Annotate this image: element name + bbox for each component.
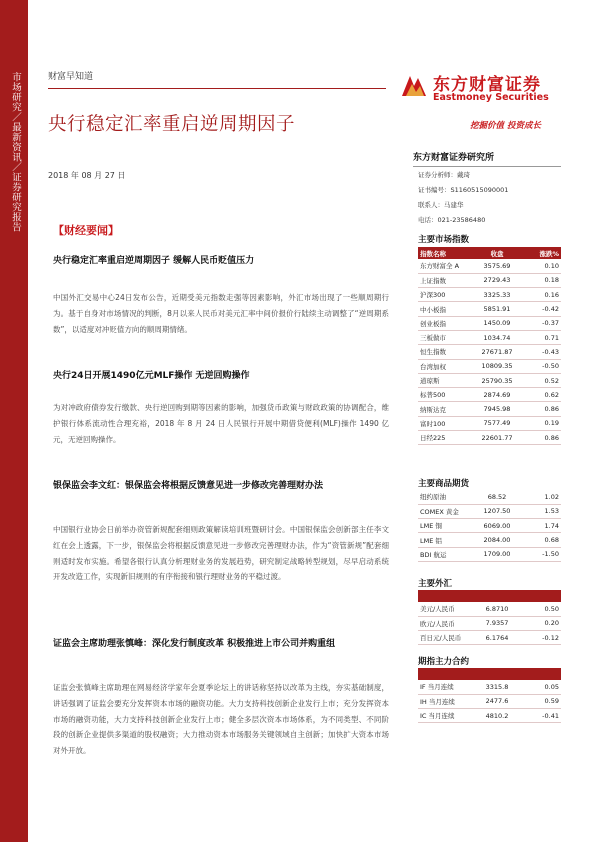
row-change: -1.50	[522, 547, 561, 561]
table-row	[418, 490, 561, 504]
report-category: 财富早知道	[48, 72, 94, 82]
row-name: 沪深300	[418, 288, 472, 302]
header-divider	[48, 88, 386, 89]
table-header-row	[418, 668, 561, 680]
table-header-row	[418, 247, 561, 259]
row-name: 东方财富全 A	[418, 259, 472, 273]
news-body: 中国外汇交易中心24日发布公告，近期受美元指数走强等因素影响，外汇市场出现了一些顺周期行为。基于自身对市场情况的判断，8月以来人民币对美元汇率中间价报价行陆续主动调整了“逆周期系数”，以适度对冲贬值方向的顺周期情绪。	[53, 293, 389, 334]
row-name: 纳斯达克	[418, 402, 472, 416]
row-value: 2477.6	[472, 694, 522, 708]
column-header: 涨跌%	[522, 247, 561, 259]
row-name: IC 当月连续	[418, 709, 472, 723]
market-index-table	[418, 247, 561, 445]
table-row	[418, 616, 561, 630]
row-value: 27671.87	[472, 345, 522, 359]
side-category-text: 市场研究／最新资讯／证券研究报告	[10, 72, 21, 232]
row-change: 1.02	[522, 490, 561, 504]
commodities-table	[418, 490, 561, 562]
table-row	[418, 302, 561, 316]
futures-title: 期指主力合约	[418, 657, 470, 667]
row-change: 0.19	[522, 416, 561, 430]
table-row	[418, 631, 561, 645]
fx-table	[418, 590, 561, 645]
logo-en: Eastmoney Securities	[433, 92, 549, 103]
row-value: 7.9357	[472, 616, 522, 630]
row-value: 1450.09	[472, 316, 522, 330]
table-row	[418, 373, 561, 387]
table-row	[418, 547, 561, 561]
market-index-title: 主要市场指数	[418, 235, 470, 245]
commodities-title: 主要商品期货	[418, 479, 470, 489]
row-change: 0.71	[522, 330, 561, 344]
futures-table	[418, 668, 561, 723]
row-value: 6.1764	[472, 631, 522, 645]
row-value: 2729.43	[472, 273, 522, 287]
row-value: 7945.98	[472, 402, 522, 416]
slogan: 挖掘价值 投资成长	[470, 121, 541, 131]
column-header	[522, 668, 561, 680]
row-value: 10809.35	[472, 359, 522, 373]
row-value: 22601.77	[472, 431, 522, 445]
column-header	[418, 590, 472, 602]
row-name: BDI 航运	[418, 547, 472, 561]
row-change: -0.12	[522, 631, 561, 645]
institute-title: 东方财富证券研究所	[413, 150, 561, 167]
row-name: 道琼斯	[418, 373, 472, 387]
table-row	[418, 259, 561, 273]
column-header: 指数名称	[418, 247, 472, 259]
table-row	[418, 533, 561, 547]
contact-line: 联系人：马建华	[418, 201, 464, 209]
news-headline: 央行24日开展1490亿元MLF操作 无逆回购操作	[53, 371, 250, 381]
logo-cn: 东方财富证券	[433, 75, 541, 95]
row-change: 1.53	[522, 504, 561, 518]
row-value: 4810.2	[472, 709, 522, 723]
row-value: 3325.33	[472, 288, 522, 302]
phone-line: 电话：021-23586480	[418, 216, 486, 224]
table-row	[418, 602, 561, 616]
table-row	[418, 416, 561, 430]
page-title: 央行稳定汇率重启逆周期因子	[48, 114, 296, 135]
row-value: 25790.35	[472, 373, 522, 387]
row-value: 68.52	[472, 490, 522, 504]
row-change: 0.68	[522, 533, 561, 547]
row-change: 0.59	[522, 694, 561, 708]
row-value: 1709.00	[472, 547, 522, 561]
row-name: LME 铜	[418, 519, 472, 533]
row-name: 中小板指	[418, 302, 472, 316]
column-header	[472, 668, 522, 680]
row-change: 0.16	[522, 288, 561, 302]
column-header	[472, 590, 522, 602]
column-header	[522, 590, 561, 602]
row-name: 创业板指	[418, 316, 472, 330]
report-date: 2018 年 08 月 27 日	[48, 171, 126, 180]
news-body: 中国银行业协会日前举办资管新规配套细则政策解读培训班暨研讨会。中国银保监会创新部主任李文红在会上透露，下一步，银保监会将根据反馈意见进一步修改完善理财办法，作为“资管新规”配套细则适时发布实施。希望各银行认真分析理财业务的发展趋势，研究制定战略转型规划，尽早启动系统开发改造工作，实现新旧规则的有序衔接和银行理财业务的平稳过渡。	[53, 525, 389, 582]
row-change: 0.05	[522, 680, 561, 694]
row-change: 0.52	[522, 373, 561, 387]
row-value: 6069.00	[472, 519, 522, 533]
row-change: 0.18	[522, 273, 561, 287]
table-row	[418, 504, 561, 518]
row-change: 0.50	[522, 602, 561, 616]
row-name: 恒生指数	[418, 345, 472, 359]
row-name: IH 当月连续	[418, 694, 472, 708]
row-name: IF 当月连续	[418, 680, 472, 694]
row-name: COMEX 黄金	[418, 504, 472, 518]
row-change: -0.41	[522, 709, 561, 723]
row-name: 上证指数	[418, 273, 472, 287]
analyst-line: 证券分析师：戴琦	[418, 171, 470, 179]
table-row	[418, 519, 561, 533]
row-value: 3315.8	[472, 680, 522, 694]
row-change: 0.86	[522, 402, 561, 416]
table-row	[418, 694, 561, 708]
row-change: -0.50	[522, 359, 561, 373]
row-value: 1207.50	[472, 504, 522, 518]
row-name: 标普500	[418, 388, 472, 402]
fx-title: 主要外汇	[418, 579, 453, 589]
row-value: 2084.00	[472, 533, 522, 547]
row-value: 5851.91	[472, 302, 522, 316]
row-name: 欧元/人民币	[418, 616, 472, 630]
company-logo	[400, 70, 560, 110]
row-name: 百日元/人民币	[418, 631, 472, 645]
row-name: 纽约原油	[418, 490, 472, 504]
table-row	[418, 345, 561, 359]
news-body: 证监会张慎峰主席助理在网易经济学家年会夏季论坛上的讲话称坚持以改革为主线，夯实基础制度，讲话强调了证监会要充分发挥资本市场的融资功能。大力支持科技创新企业发行上市；充分发挥资本市场的融资功能，大力支持科技创新企业发行上市；健全多层次资本市场体系，为不同类型、不同阶段的创新企业提供多渠道的股权融资；大力推动资本市场服务关键领域自主创新；加快扩大资本市场对外开放。	[53, 683, 389, 756]
table-row	[418, 388, 561, 402]
table-row	[418, 316, 561, 330]
row-name: 台湾加权	[418, 359, 472, 373]
row-change: -0.43	[522, 345, 561, 359]
license-line: 证书编号：S1160515090001	[418, 186, 509, 194]
logo-mark-icon	[400, 72, 428, 98]
row-name: 日经225	[418, 431, 472, 445]
column-header: 收盘	[472, 247, 522, 259]
table-row	[418, 359, 561, 373]
row-name: 三板做市	[418, 330, 472, 344]
table-row	[418, 288, 561, 302]
row-change: -0.37	[522, 316, 561, 330]
row-name: 美元/人民币	[418, 602, 472, 616]
news-headline: 央行稳定汇率重启逆周期因子 缓解人民币贬值压力	[53, 256, 255, 266]
row-change: 0.86	[522, 431, 561, 445]
column-header	[418, 668, 472, 680]
row-value: 7577.49	[472, 416, 522, 430]
row-change: 0.62	[522, 388, 561, 402]
table-row	[418, 431, 561, 445]
row-change: 0.20	[522, 616, 561, 630]
section-label: 【财经要闻】	[53, 224, 119, 237]
row-change: -0.42	[522, 302, 561, 316]
table-row	[418, 402, 561, 416]
news-headline: 银保监会李文红：银保监会将根据反馈意见进一步修改完善理财办法	[53, 481, 324, 491]
row-name: LME 铝	[418, 533, 472, 547]
row-value: 2874.69	[472, 388, 522, 402]
news-headline: 证监会主席助理张慎峰：深化发行制度改革 积极推进上市公司并购重组	[53, 639, 336, 649]
row-value: 6.8710	[472, 602, 522, 616]
row-change: 0.10	[522, 259, 561, 273]
table-row	[418, 273, 561, 287]
table-row	[418, 709, 561, 723]
news-body: 为对冲政府债券发行缴款、央行逆回购到期等因素的影响，加强货币政策与财政政策的协调配合，维护银行体系流动性合理充裕，2018 年 8 月 24 日人民银行开展中期借贷便利(MLF)操作 1490 亿元，无逆回购操作。	[53, 403, 389, 444]
row-change: 1.74	[522, 519, 561, 533]
table-row	[418, 680, 561, 694]
row-value: 3575.69	[472, 259, 522, 273]
table-row	[418, 330, 561, 344]
table-header-row	[418, 590, 561, 602]
row-name: 富时100	[418, 416, 472, 430]
row-value: 1034.74	[472, 330, 522, 344]
